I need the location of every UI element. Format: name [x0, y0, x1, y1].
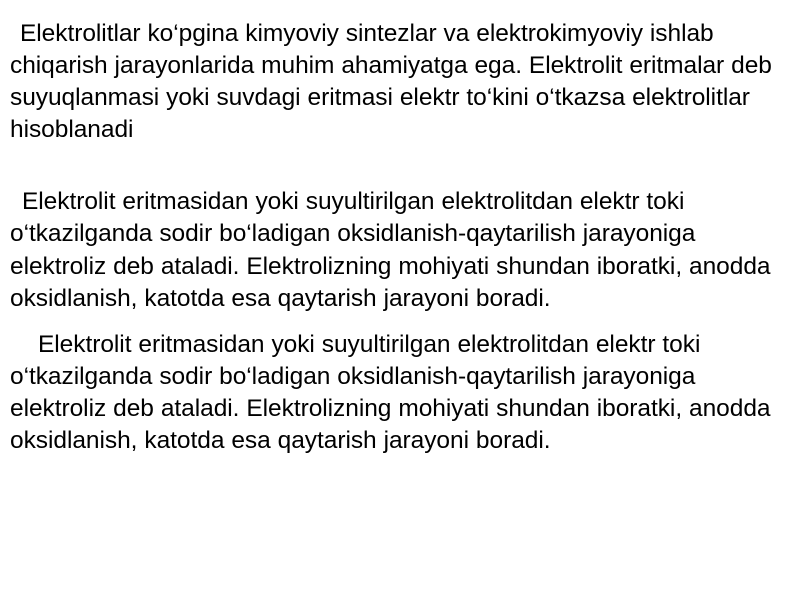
paragraph-electrolysis-repeat: Elektrolit eritmasidan yoki suyultirilgan elektrolitdan elektr toki o‘tkazilganda sodir bo‘ladigan oksidlanish-qaytarilish jarayoniga elektroliz deb ataladi. Elektrolizning mohiyati shundan iboratki, anodda oksidlanish, katotda esa qaytarish jarayoni boradi. [10, 330, 771, 455]
paragraph-electrolysis-definition: Elektrolit eritmasidan yoki suyultirilgan elektrolitdan elektr toki o‘tkazilganda sodir bo‘ladigan oksidlanish-qaytarilish jarayoniga elektroliz deb ataladi. Elektrolizning mohiyati shundan iboratki, anodda oksidlanish, katotda esa qaytarish jarayoni boradi. [10, 188, 771, 312]
paragraph-intro: Elektrolitlar ko‘pgina kimyoviy sintezlar va elektrokimyoviy ishlab chiqarish jarayonlarida muhim ahamiyatga ega. Elektrolit eritmalar deb suyuqlanmasi yoki suvdagi eritmasi elektr to‘kini o‘tkazsa elektrolitlar hisoblanadi [10, 20, 772, 144]
